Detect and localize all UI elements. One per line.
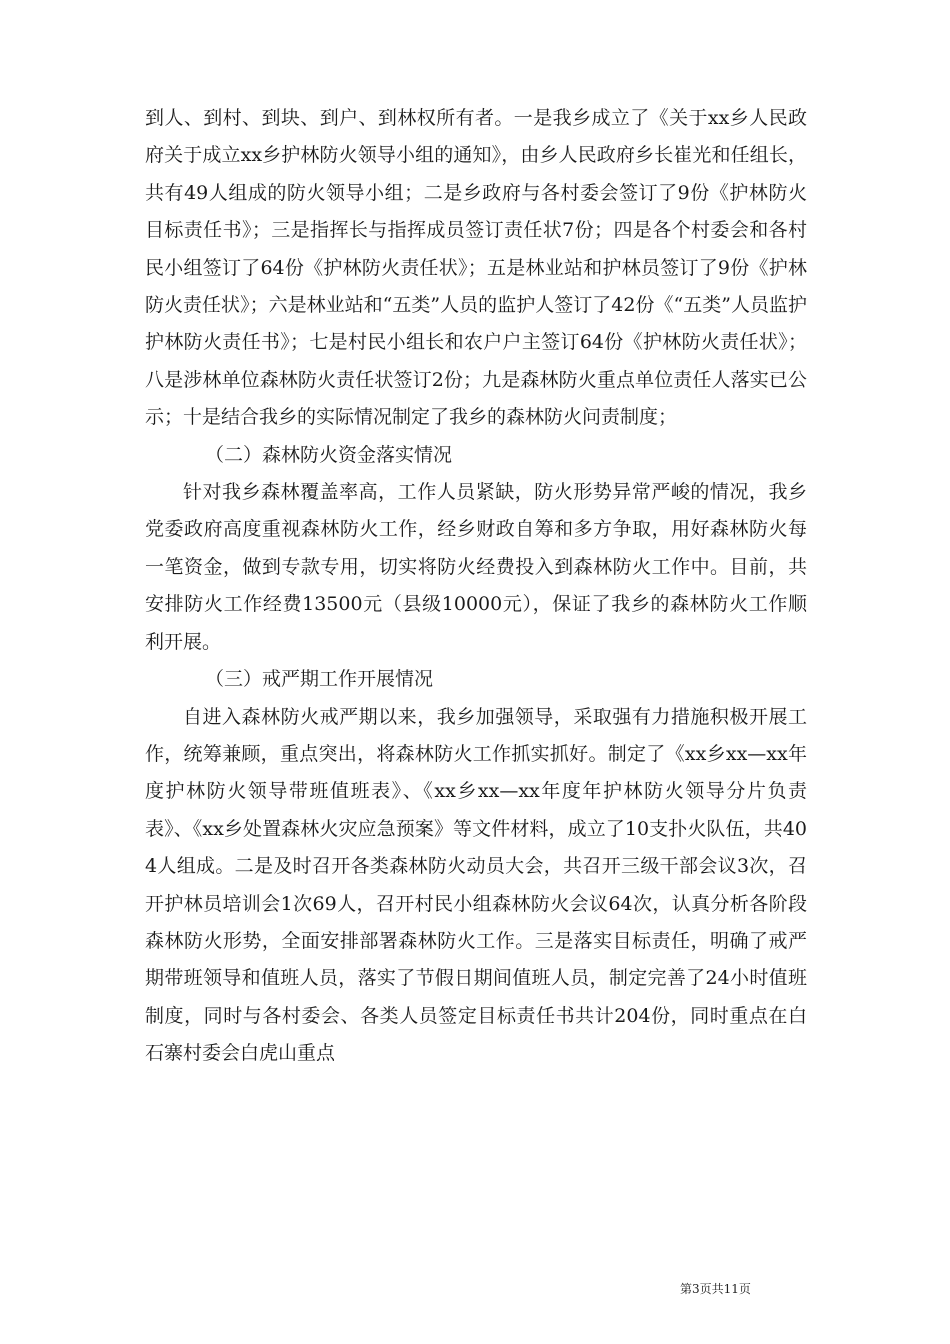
page-number-footer: 第3页共11页 [680, 1282, 751, 1296]
paragraph-alert-period: 自进入森林防火戒严期以来，我乡加强领导，采取强有力措施积极开展工作，统筹兼顾，重点突出，将森林防火工作抓实抓好。制定了《xx乡xx—xx年度护林防火领导带班值班表》、《xx乡xx—xx年度年护林防火领导分片负责表》、《xx乡处置森林火灾应急预案》等文件材料，成立了10支扑火队伍，共404人组成。二是及时召开各类森林防火动员大会，共召开三级干部会议3次，召开护林员培训会1次69人，召开村民小组森林防火会议64次，认真分析各阶段森林防火形势，全面安排部署森林防火工作。三是落实目标责任，明确了戒严期带班领导和值班人员，落实了节假日期间值班人员，制定完善了24小时值班制度，同时与各村委会、各类人员签定目标责任书共计204份，同时重点在白石寨村委会白虎山重点 [145, 705, 807, 1065]
section-heading-alert-period: （三）戒严期工作开展情况 [205, 668, 434, 691]
document-body [145, 100, 807, 1073]
paragraph-funding: 针对我乡森林覆盖率高，工作人员紧缺，防火形势异常严峻的情况，我乡党委政府高度重视森林防火工作，经乡财政自筹和多方争取，用好森林防火每一笔资金，做到专款专用，切实将防火经费投入到森林防火工作中。目前，共安排防火工作经费13500元（县级10000元），保证了我乡的森林防火工作顺利开展。 [145, 481, 807, 653]
paragraph-responsibility-list: 到人、到村、到块、到户、到林权所有者。一是我乡成立了《关于xx乡人民政府关于成立xx乡护林防火领导小组的通知》，由乡人民政府乡长崔光和任组长，共有49人组成的防火领导小组；二是乡政府与各村委会签订了9份《护林防火目标责任书》；三是指挥长与指挥成员签订责任状7份；四是各个村委会和各村民小组签订了64份《护林防火责任状》；五是林业站和护林员签订了9份《护林防火责任状》；六是林业站和“五类”人员的监护人签订了42份《“五类”人员监护护林防火责任书》；七是村民小组长和农户户主签订64份《护林防火责任状》；八是涉林单位森林防火责任状签订2份；九是森林防火重点单位责任人落实已公示；十是结合我乡的实际情况制定了我乡的森林防火问责制度； [145, 107, 807, 429]
section-heading-funding: （二）森林防火资金落实情况 [205, 443, 453, 466]
